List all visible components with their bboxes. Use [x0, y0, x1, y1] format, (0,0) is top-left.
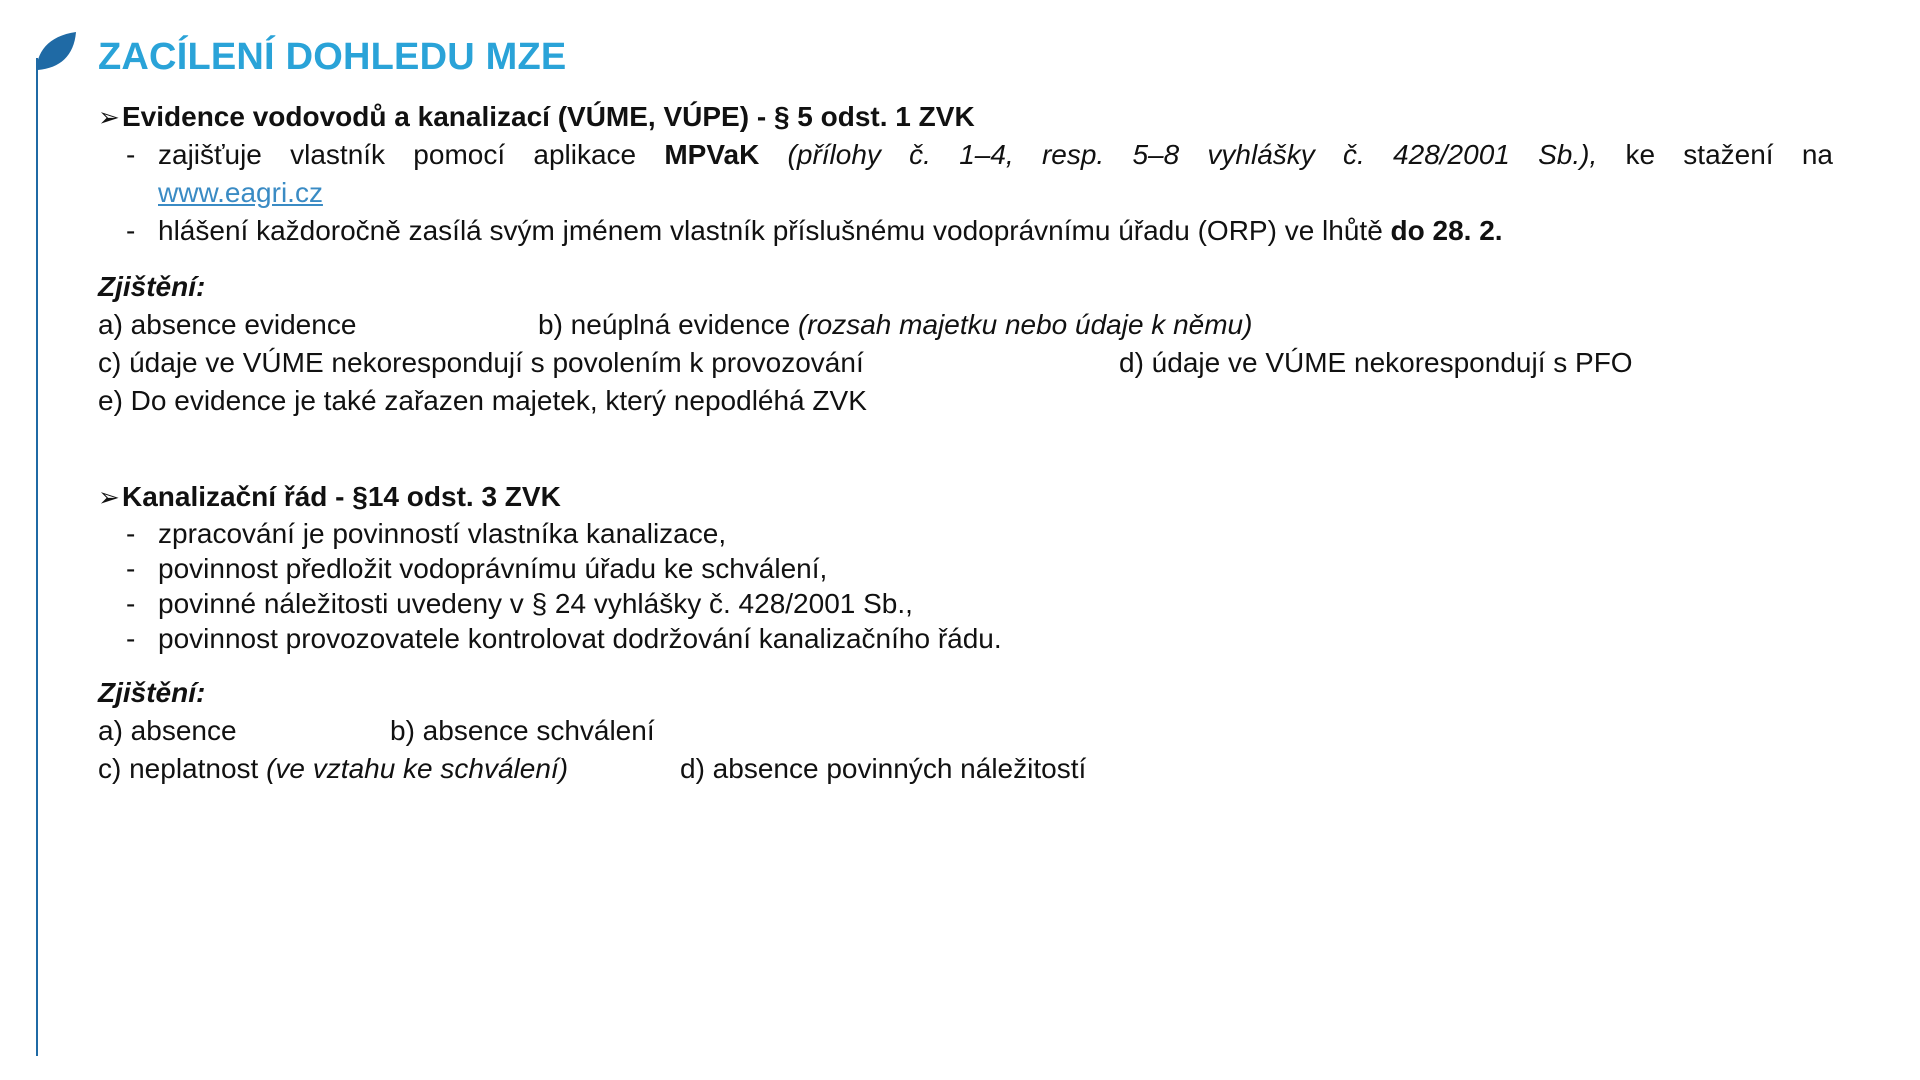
app-name: MPVaK — [664, 139, 760, 170]
bullet-text: povinnost provozovatele kontrolovat dodržování kanalizačního řádu. — [158, 623, 1002, 654]
finding-c-note: (ve vztahu ke schválení) — [266, 753, 569, 784]
bullet-text: povinnost předložit vodoprávnímu úřadu ke schválení, — [158, 553, 828, 584]
findings-label: Zjištění: — [98, 271, 206, 302]
finding-b-text: b) neúplná evidence — [538, 309, 798, 340]
finding-b-note: (rozsah majetku nebo údaje k němu) — [797, 309, 1253, 340]
section-spacer — [98, 420, 1833, 478]
finding-c: c) údaje ve VÚME nekorespondují s povolením k provozování — [98, 347, 864, 378]
finding-c — [98, 750, 568, 788]
section-heading-sewer-rules — [98, 478, 1833, 516]
findings-row — [98, 344, 1833, 382]
arrow-bullet-icon: ➢ — [98, 102, 120, 132]
section-heading-evidence — [98, 98, 1833, 136]
findings-row — [98, 750, 1833, 788]
list-item — [98, 212, 1833, 250]
bullet-text: hlášení každoročně zasílá svým jménem vlastník příslušnému vodoprávnímu úřadu (ORP) ve lhůtě — [158, 215, 1391, 246]
finding-b — [538, 306, 1252, 344]
findings-row — [98, 306, 1833, 344]
dash-bullet: - — [126, 588, 136, 619]
finding-b: b) absence schválení — [390, 715, 655, 746]
list-item — [98, 551, 1833, 586]
eagri-link[interactable]: www.eagri.cz — [158, 177, 323, 208]
list-item — [98, 621, 1833, 656]
arrow-bullet-icon: ➢ — [98, 482, 120, 512]
list-item — [98, 136, 1833, 212]
section-heading-text: Evidence vodovodů a kanalizací (VÚME, VÚPE) - § 5 odst. 1 ZVK — [122, 101, 975, 132]
finding-e: e) Do evidence je také zařazen majetek, který nepodléhá ZVK — [98, 385, 867, 416]
slide-content — [98, 98, 1833, 788]
page-title: ZACÍLENÍ DOHLEDU MZE — [98, 36, 567, 78]
leaf-icon — [32, 30, 78, 76]
evidence-bullet-list — [98, 136, 1833, 250]
finding-d: d) absence povinných náležitostí — [680, 753, 1087, 784]
bullet-line — [158, 136, 1833, 174]
dash-bullet: - — [126, 553, 136, 584]
list-item — [98, 516, 1833, 551]
deadline: do 28. 2. — [1390, 215, 1503, 246]
section-heading-text: Kanalizační řád - §14 odst. 3 ZVK — [122, 481, 561, 512]
finding-a: a) absence — [98, 715, 237, 746]
list-item — [98, 586, 1833, 621]
dash-bullet: - — [126, 623, 136, 654]
attachments-note: (přílohy č. 1–4, resp. 5–8 vyhlášky č. 428/2001 Sb.), — [759, 139, 1598, 170]
findings-row — [98, 382, 1833, 420]
finding-a: a) absence evidence — [98, 309, 357, 340]
findings-label: Zjištění: — [98, 677, 206, 708]
bullet-text: povinné náležitosti uvedeny v § 24 vyhlášky č. 428/2001 Sb., — [158, 588, 913, 619]
left-accent-line — [36, 58, 38, 1056]
dash-bullet: - — [126, 518, 136, 549]
bullet-text: zpracování je povinností vlastníka kanalizace, — [158, 518, 727, 549]
finding-c-text: c) neplatnost — [98, 753, 267, 784]
bullet-text-download: ke stažení na — [1597, 139, 1833, 170]
bullet-text: zajišťuje vlastník pomocí aplikace — [158, 139, 665, 170]
dash-bullet: - — [126, 139, 136, 170]
dash-bullet: - — [126, 215, 136, 246]
finding-d: d) údaje ve VÚME nekorespondují s PFO — [1119, 347, 1633, 378]
sewer-rules-bullet-list — [98, 516, 1833, 656]
findings-row — [98, 712, 1833, 750]
